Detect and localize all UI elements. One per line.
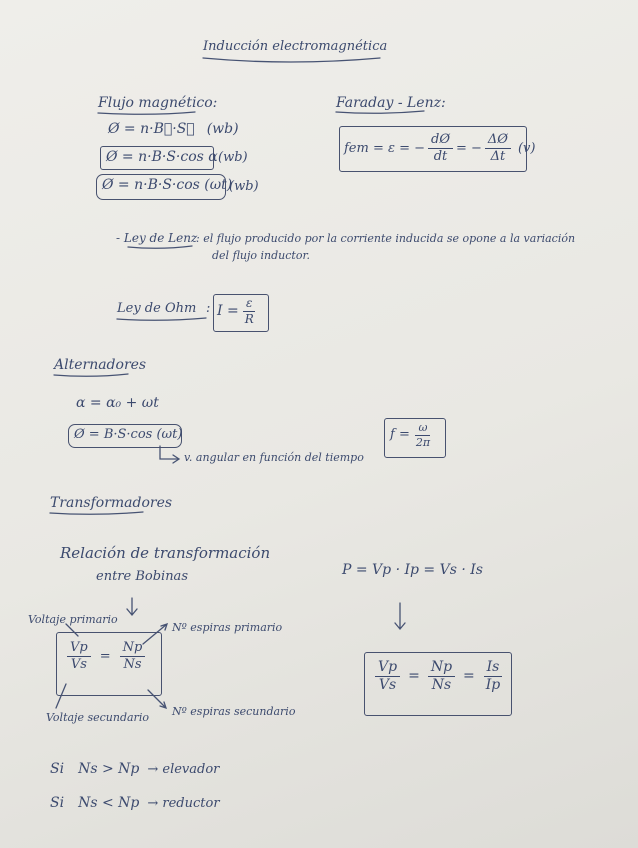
hook-arrow-head <box>173 455 179 463</box>
condition-row-1 <box>50 762 219 777</box>
ohm-den: R <box>244 312 254 327</box>
ratio-right-ns: Ns <box>431 677 452 694</box>
lenz-line2: del flujo inductor. <box>212 249 310 262</box>
faraday-den2: Δt <box>490 149 506 165</box>
flujo-underline <box>98 112 195 114</box>
ratio-left-vs: Vs <box>70 657 87 673</box>
faraday-num2: ΔØ <box>485 133 511 149</box>
lenz-line1: : el flujo producido por la corriente inducida se opone a la variación <box>196 232 576 245</box>
ratio-eq-left <box>64 641 148 673</box>
ohm-lhs: I = <box>217 302 239 319</box>
flujo-eq1-row <box>108 122 239 137</box>
faraday-mid: = − <box>456 140 482 156</box>
alternadores-heading: Alternadores <box>54 357 147 373</box>
condition-row-2 <box>50 796 220 811</box>
faraday-heading: Faraday - Lenz: <box>336 95 446 111</box>
ratio-right-v <box>375 660 400 694</box>
flujo-eq1: Ø = n·B⃗·S⃗ <box>108 121 195 137</box>
ohm-eq <box>217 297 260 326</box>
flujo-heading: Flujo magnético: <box>98 95 218 111</box>
relacion-line2: entre Bobinas <box>96 569 188 584</box>
arrow-down-right <box>395 603 405 629</box>
ratio-right-ip: Ip <box>485 677 501 694</box>
alternadores-underline <box>54 374 128 376</box>
ratio-right-eq1: = <box>408 668 420 685</box>
relacion-line1: Relación de transformación <box>60 544 271 562</box>
label-vs: Voltaje secundario <box>46 711 149 724</box>
lenz-label: - Ley de Lenz <box>116 231 198 245</box>
power-eq: P = Vp · Ip = Vs · Is <box>342 562 483 578</box>
result-2: → reductor <box>147 795 220 811</box>
freq-den: 2π <box>415 436 431 450</box>
faraday-lhs: fem = ε = − <box>344 140 426 156</box>
label-ns: Nº espiras secundario <box>172 705 296 718</box>
ratio-eq-right <box>372 660 506 694</box>
flujo-eq3: Ø = n·B·S·cos (ωt) <box>102 177 233 193</box>
arrow-down-left <box>127 598 137 615</box>
ratio-right-eq2: = <box>463 668 475 685</box>
freq-num: ω <box>415 422 430 436</box>
ohm-num: ε <box>243 297 255 312</box>
result-1: → elevador <box>147 761 220 777</box>
faraday-eq <box>344 133 535 165</box>
title-underline <box>203 58 380 62</box>
faraday-den1: dt <box>433 149 448 165</box>
alt-flux-eq: Ø = B·S·cos (ωt) <box>74 427 183 442</box>
label-vp: Voltaje primario <box>28 613 118 626</box>
ratio-left-vp: Vp <box>67 641 91 657</box>
faraday-frac2 <box>485 133 511 165</box>
lenz-underline <box>128 246 192 248</box>
freq-eq <box>390 422 436 449</box>
flujo-eq3-unit: (wb) <box>229 179 259 194</box>
ratio-right-np: Np <box>428 660 455 677</box>
faraday-num1: dØ <box>428 133 453 149</box>
faraday-unit: (v) <box>517 140 536 156</box>
ohm-colon: : <box>206 301 211 316</box>
ratio-right-is: Is <box>484 660 503 677</box>
freq-lhs: f = <box>390 427 410 443</box>
ratio-left-np: Np <box>120 641 146 657</box>
faraday-frac1 <box>428 133 453 165</box>
ratio-right-i <box>483 660 504 694</box>
flujo-eq2: Ø = n·B·S·cos α <box>106 149 218 165</box>
ratio-right-n <box>428 660 455 694</box>
si-2: Si <box>50 795 65 811</box>
transformadores-underline <box>50 512 143 514</box>
ratio-right-vs: Vs <box>378 677 397 694</box>
transformadores-heading: Transformadores <box>50 495 173 511</box>
ohm-frac <box>242 297 257 326</box>
ratio-left-eq: = <box>99 648 111 664</box>
ratio-left-ns: Ns <box>123 657 142 673</box>
ratio-right-vp: Vp <box>375 660 400 677</box>
flujo-eq2-unit: (wb) <box>218 150 248 165</box>
ohm-label: Ley de Ohm <box>117 301 197 316</box>
cond-1: Ns > Np <box>78 761 140 777</box>
cond-2: Ns < Np <box>78 795 140 811</box>
flujo-eq1-unit: (wb) <box>206 121 239 137</box>
ratio-left-v <box>67 641 91 673</box>
ohm-underline <box>117 318 206 320</box>
alt-arrow-note: v. angular en función del tiempo <box>184 451 364 464</box>
si-1: Si <box>50 761 65 777</box>
page-title: Inducción electromagnética <box>203 39 388 54</box>
alpha-eq: α = α₀ + ωt <box>76 395 159 411</box>
ratio-left-n <box>120 641 146 673</box>
label-np: Nº espiras primario <box>172 621 283 634</box>
freq-frac <box>413 422 433 449</box>
